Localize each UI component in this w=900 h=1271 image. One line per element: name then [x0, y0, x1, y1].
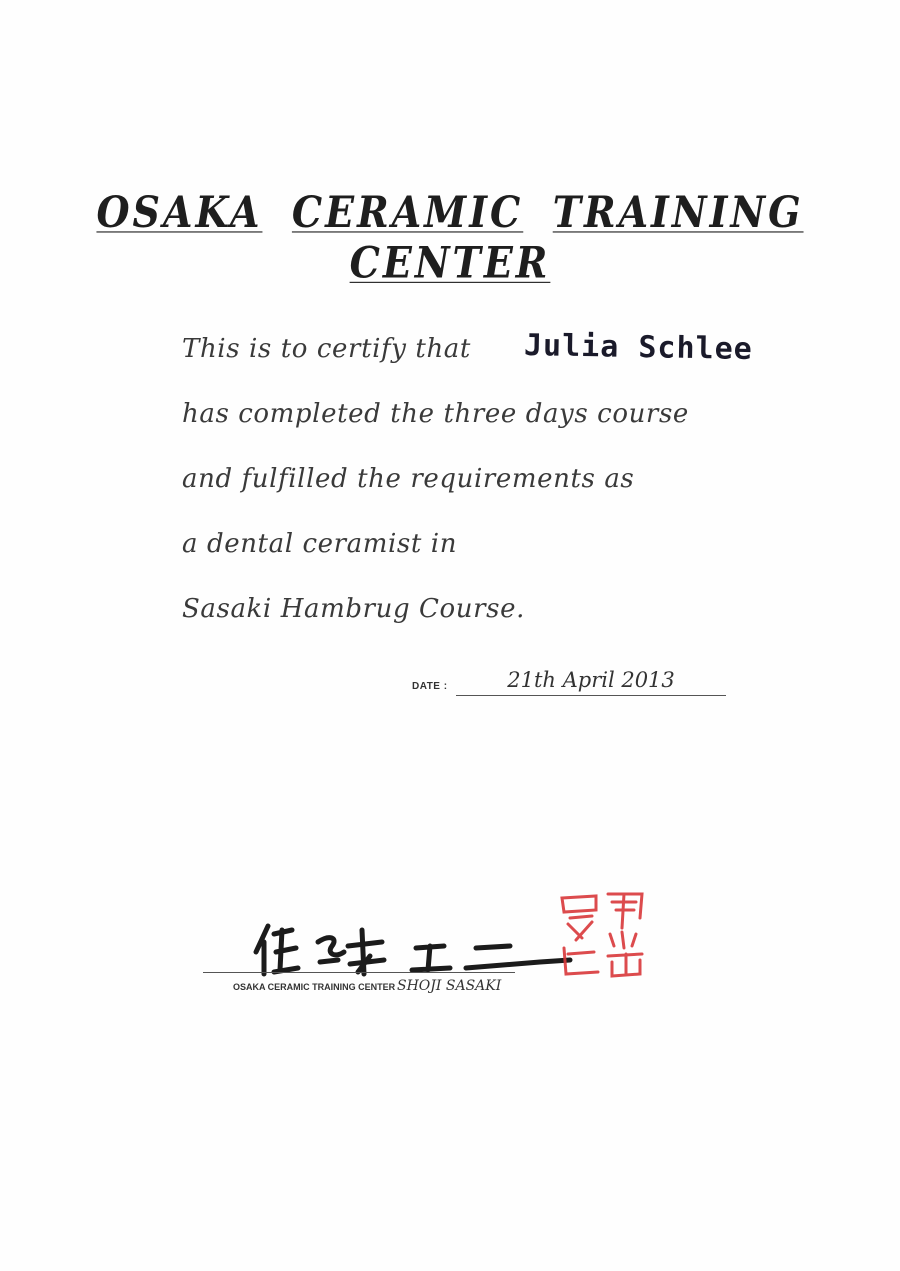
date-label: DATE : — [412, 681, 448, 692]
signature-name: SHOJI SASAKI — [397, 978, 502, 994]
date-underline — [456, 695, 726, 696]
date-value: 21th April 2013 — [507, 668, 675, 692]
red-hanko-seal-icon — [556, 888, 648, 980]
title-word-1: OSAKA — [96, 186, 263, 237]
title-word-4: CENTER — [349, 237, 551, 288]
certify-line-3: and fulfilled the requirements as — [182, 464, 635, 494]
title-word-2: CERAMIC — [291, 186, 524, 237]
certify-line-1: This is to certify that — [182, 334, 471, 364]
certify-line-5: Sasaki Hambrug Course. — [182, 594, 525, 624]
title-word-3: TRAINING — [552, 186, 804, 237]
certify-line-2: has completed the three days course — [182, 399, 689, 429]
signature-line — [203, 972, 515, 973]
certificate-title — [0, 187, 900, 288]
certify-line-4: a dental ceramist in — [182, 529, 458, 559]
recipient-name: Julia Schlee — [523, 328, 754, 367]
signature-organization: OSAKA CERAMIC TRAINING CENTER — [233, 982, 396, 992]
